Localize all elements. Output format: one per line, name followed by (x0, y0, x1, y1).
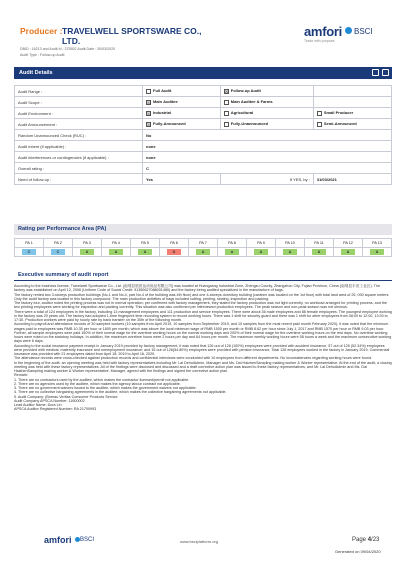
amfori-logo: amfori BSCI Trade with purpose (304, 24, 373, 43)
audit-detail-label: Need of follow-up : (15, 174, 143, 185)
audit-detail-label: Audit Announcement : (15, 119, 143, 130)
audit-detail-value: none (143, 152, 392, 163)
audit-detail-row (15, 130, 392, 141)
audit-details-header: Audit Details (14, 67, 392, 79)
pa-rating-badge: A (341, 249, 355, 255)
audit-detail-row (15, 174, 392, 185)
summary-paragraph: Audit Company APSCA Number: 11600002 (14, 398, 85, 403)
audit-detail-value: none (143, 141, 392, 152)
pa-rating-cell (131, 248, 160, 257)
pa-rating-cell (102, 248, 131, 257)
audit-option: Small Producer (313, 108, 391, 119)
summary-paragraph: 3. There are no government waivers issued to the auditee, which makes the government waivers not applicable. (14, 386, 197, 390)
summary-paragraph: The factory rented two 3-storeys production buildings (No.1 and No.4, part No.4 of the building was 4th floor) and one 4-storeys dormitory building (canteen was located on the 1st floor) with total land area of 25, 000 square meters. Only the audit factory was located in this factory compound. The main production activities of bags included cutting, printing, sewing, inspection and packing. (14, 292, 390, 301)
pa-rating-badge: C (51, 249, 65, 255)
pa-label: PA 6 (160, 239, 189, 248)
pa-rating-cell (218, 248, 247, 257)
pa-rating-badge: A (138, 249, 152, 255)
follow-up-date: 31/03/2021 (313, 174, 391, 185)
pa-rating-cell (44, 248, 73, 257)
pa-label: PA 3 (73, 239, 102, 248)
pa-rating-cell (247, 248, 276, 257)
checkbox (224, 122, 229, 127)
audit-option: ☒ Follow-up Audit (220, 86, 313, 97)
audit-option: Main Auditee & Farms (220, 97, 313, 108)
pa-rating-badge: D (167, 249, 181, 255)
pa-rating-cell (334, 248, 363, 257)
summary-paragraph: According to the social insurance payment receipt in January 2019 provided by factory management, it was noted that 126 out of 126 (100%) employees were provided with accident insurance, 57 out of 126 (52.34%) employees were provided with medical, maternity insurance and unemployment insurance; and 15 out of 126(54.80%) employees were provided with pension insurance. Total 126 employees worked in the factory in January 2019. Commercial insurance was provided with 21 employees dated from April 18, 2019 to April 16, 2020. (14, 343, 390, 356)
audit-detail-value: No (143, 130, 392, 141)
generated-date: Generated on 09/04/2020 (335, 549, 381, 554)
report-footer: amfori BSCI www.bsciplatform.org Page 4/23 Generated on 09/04/2020 (44, 535, 381, 554)
audit-detail-row (15, 141, 392, 152)
executive-summary-text (14, 284, 392, 510)
checkbox: ☒ (147, 110, 151, 116)
summary-paragraph: APSCA Auditor Registered Number: RA 21700993 (14, 407, 97, 412)
pa-rating-cell (15, 248, 44, 257)
audit-id-line: DBID : 16213 and Audit Id : 375552 Audit Date : 30/03/2020 (20, 47, 116, 51)
pa-label: PA 9 (247, 239, 276, 248)
performance-header: Rating per Performance Area (PA) (14, 224, 392, 235)
pa-label: PA 1 (15, 239, 44, 248)
checkbox: ☒ (147, 99, 151, 105)
summary-paragraph: 2. There are no agencies used by the auditee, which makes the agency labour contract not applicable. (14, 381, 181, 386)
audit-detail-row (15, 163, 392, 174)
audit-detail-value: Yes (143, 174, 221, 185)
pa-rating-badge: A (283, 249, 297, 255)
performance-table (14, 238, 392, 257)
summary-paragraph: 4. There are no collective bargaining agreements in the auditee, which makes the collective bargaining agreements not applicable. (14, 390, 227, 395)
pa-label: PA 12 (334, 239, 363, 248)
pa-label: PA 5 (131, 239, 160, 248)
pa-rating-cell (160, 248, 189, 257)
platform-link[interactable]: www.bsciplatform.org (180, 539, 219, 544)
checkbox: ☒ (147, 121, 151, 127)
pa-rating-badge: A (196, 249, 210, 255)
audit-option: Agricultural (220, 108, 313, 119)
globe-icon (345, 27, 352, 34)
follow-up-date-label: If YES, by : (220, 174, 313, 185)
summary-paragraph: There were a total of 124 employees in the factory, including 13 management employees and 111 production and service employees. There were about 36 male employees and 88 female employees. The youngest employee working in the factory was 20 years old. The factory had adopted 1-time fingerprint time recording system to record working hours. There was 1 shift for security guard and there was 1 shift for other employees from 08:00 to 12:00, 13:30 to 17:30. Production workers were paid by hourly rate by bank transfer on the 30th of the following month. (14, 309, 392, 322)
audit-type-line: Audit Type : Follow-up Audit (20, 53, 65, 57)
executive-summary-header: Executive summary of audit report (14, 270, 392, 281)
checkbox (317, 122, 322, 127)
checkbox (146, 89, 151, 94)
audit-detail-row (15, 86, 392, 97)
pa-label: PA 2 (44, 239, 73, 248)
pa-label: PA 7 (189, 239, 218, 248)
summary-paragraph: In the beginning of the audit, an opening meeting was held with factory representatives including Mr. Lai DehuiAdmin, Manager and Ms. Dai HaizhenSampling making worker & Worker representative. At the end of the audit, a closing meeting was held with these factory representatives. All of the findings were disclosed and discussed and a draft corrective action plan was issued to these factory representatives, and Mr. Lai DehuiAdmin and Ms. Dai HaizhenSampling making worker & Worker representative. Manager, agreed with the findings and signed the corrective action plan. (14, 360, 392, 373)
pa-rating-cell (276, 248, 305, 257)
audit-detail-row (15, 152, 392, 163)
pa-label: PA 13 (363, 239, 392, 248)
audit-detail-label: Audit extent (if applicable) : (15, 141, 143, 152)
summary-paragraph: 1. There are no contractors used by the auditee, which makes the contractor licensed/permit not applicable. (14, 377, 190, 382)
audit-option: ☒ Main Auditee (143, 97, 221, 108)
checkbox: ☒ (224, 88, 229, 94)
pa-rating-badge: A (312, 249, 326, 255)
expand-icon[interactable] (372, 69, 379, 76)
audit-detail-row (15, 119, 392, 130)
pa-label: PA 8 (218, 239, 247, 248)
pa-rating-badge: A (109, 249, 123, 255)
summary-paragraph: 5. Audit Company: (Bureau Veritas Consumer Products Service (14, 394, 118, 399)
summary-paragraph: The factory tour, auditor noted the printing process was not in normal operation; per confirmed with factory management, they stated the factory production was not light currently, no workload arranged for printing process, and the two printing employees were working for inspection and packing currently. This situation was also confirmed per interviewed production employees. The peak season and non-peak season was not obvious. (14, 301, 387, 310)
audit-detail-label: Audit Environment : (15, 108, 143, 119)
audit-detail-label: Audit interferences or contingencies (if applicable) : (15, 152, 143, 163)
producer-label: Producer : (20, 26, 63, 36)
audit-detail-row (15, 97, 392, 108)
pa-rating-badge: A (225, 249, 239, 255)
checkbox (224, 100, 229, 105)
pa-rating-badge: A (80, 249, 94, 255)
summary-paragraph: Lead Auditor Name: Dora Lin (14, 403, 62, 407)
audit-detail-label: Audit Range : (15, 86, 143, 97)
summary-paragraph: According to the business license, Travelwell Sportswear Co., Ltd. (南靖县旅世运动用品有限公司) was located at Huangcang Industrial Zone, Zhengzu County, Zhangzhou City, Fujian Province, China (南靖县丰田工业区). The factory was established on April 12, 2006 (Uniform Code of Social Credit: 91350627086001480) and the factory being audited specialized in the manufacture of bags. (14, 284, 381, 293)
summary-paragraph: Remark: (14, 373, 28, 378)
audit-option: Semi-Announced (313, 119, 391, 130)
audit-detail-label: Overall rating : (15, 163, 143, 174)
pa-label: PA 4 (102, 239, 131, 248)
audit-option: ☒ Fully-Announced (143, 119, 221, 130)
footer-logo: amfori (44, 535, 72, 545)
settings-icon[interactable] (382, 69, 389, 76)
pa-label: PA 11 (305, 239, 334, 248)
audit-details-table (14, 85, 392, 185)
checkbox (224, 111, 229, 116)
page-number: Page 4/23 (352, 537, 380, 543)
checkbox (317, 111, 322, 116)
report-header (0, 0, 406, 64)
pa-rating-cell (305, 248, 334, 257)
summary-paragraph: According to payroll and attendance records of 30 sampled workers (10 samples from April 2019, 10 samples from September 2019, and 10 samples from the most recent paid month February 2020), it was noted that the minimum wages paid to employees was RMB 10.35 per hour or 1800 per month; which was above the local minimum wage of RMB 1500 per month or RMB 8.62 per hour since July 1, 2017 and RMB 1570 per hour or RMB 9.03 per hour. Further, all sample employees were paid 150% of their normal wage for the overtime working hours on the normal working days and 200% of their normal wage for the overtime working hours on the rest days. No overtime working hours were noted on the statutory holidays. In addition, the maximum overtime hours were 2 hours per day and 64 hours per month. The maximum weekly working hours were 58 hours a week and the maximum consecutive working days were 6 days. (14, 322, 392, 344)
pa-label: PA 10 (276, 239, 305, 248)
pa-rating-badge: A (254, 249, 268, 255)
audit-detail-row (15, 108, 392, 119)
audit-option: Fully-Unannounced (220, 119, 313, 130)
summary-paragraph: The attendance records were cross-checked against production records and confidential interviews were conducted with 10 employees from different departments. No inconsistencies regarding working hours were found. (14, 356, 373, 361)
audit-detail-label: Random Unannounced Check (RUC) : (15, 130, 143, 141)
audit-option: ☒ Industrial (143, 108, 221, 119)
producer-name: TRAVELWELL SPORTSWARE CO., LTD. (62, 26, 202, 46)
pa-rating-cell (73, 248, 102, 257)
pa-rating-cell (363, 248, 392, 257)
audit-option: Full Audit (143, 86, 221, 97)
pa-rating-badge: C (22, 249, 36, 255)
pa-rating-cell (189, 248, 218, 257)
pa-rating-badge: A (370, 249, 384, 255)
audit-detail-value: C (143, 163, 392, 174)
audit-detail-label: Audit Scope : (15, 97, 143, 108)
